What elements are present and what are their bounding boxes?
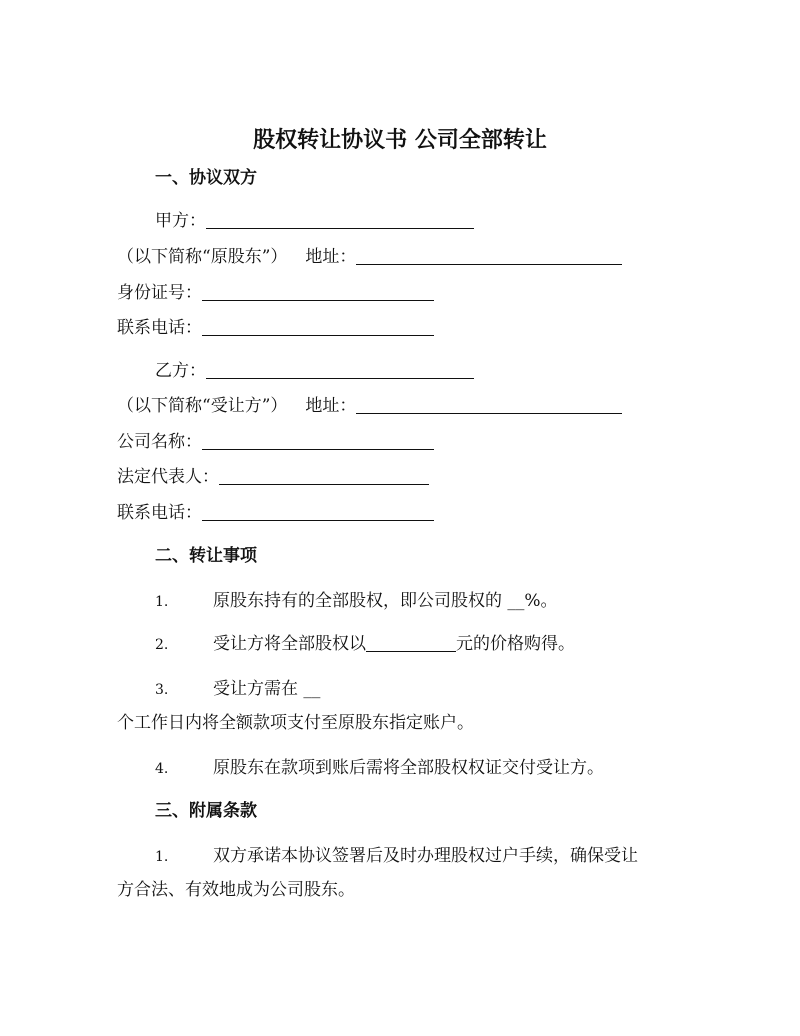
section-3-heading: 三、附属条款 [155,801,257,821]
legal-rep-blank [219,469,429,485]
item-text: %。 [524,591,558,611]
address-label-b: 地址： [305,396,357,416]
document-title: 股权转让协议书 公司全部转让 [253,127,547,153]
address-label-a: 地址： [305,247,357,267]
phone-line-b [117,505,434,522]
item-text: 受让方将全部股权以 [213,634,366,654]
item-number: 4. [155,761,169,777]
item-number: 3. [155,682,169,698]
phone-line-a [117,320,434,337]
party-a-alias: （以下简称“原股东”） [117,247,288,267]
party-a-blank [206,213,474,229]
id-line [117,285,434,302]
item-number: 1. [155,594,169,610]
party-a-label: 甲方： [155,211,206,231]
id-blank [202,285,434,301]
transfer-item-1 [213,593,558,610]
party-b-alias: （以下简称“受让方”） [117,396,288,416]
item-text: 元的价格购得。 [456,634,575,654]
item-number: 1. [155,849,169,865]
legal-rep-label: 法定代表人： [117,467,219,487]
party-b-blank [206,363,474,379]
price-blank [366,636,456,652]
item-text: 原股东持有的全部股权，即公司股权的 [213,591,508,611]
company-line [117,434,434,451]
address-blank-a [356,249,622,265]
transfer-item-3-continued: 个工作日内将全额款项支付至原股东指定账户。 [117,713,474,733]
phone-blank-b [202,505,434,521]
phone-label-b: 联系电话： [117,503,202,523]
percent-blank: __ [507,591,525,611]
party-a-address-line [117,249,622,266]
transfer-item-2 [213,636,575,653]
phone-label-a: 联系电话： [117,318,202,338]
clause-1-line-2: 方合法、有效地成为公司股东。 [117,880,355,900]
address-blank-b [356,398,622,414]
party-b-address-line [117,398,622,415]
company-blank [202,434,434,450]
clause-1-line-1: 双方承诺本协议签署后及时办理股权过户手续，确保受让 [213,846,638,866]
section-1-heading: 一、协议双方 [155,168,257,188]
item-text: 受让方需在 [213,679,304,699]
item-number: 2. [155,637,169,653]
legal-rep-line [117,469,429,486]
section-2-heading: 二、转让事项 [155,546,257,566]
phone-blank-a [202,320,434,336]
party-b-line [155,363,474,380]
party-b-label: 乙方： [155,361,206,381]
transfer-item-4: 原股东在款项到账后需将全部股权权证交付受让方。 [213,758,604,778]
party-a-line [155,213,474,230]
transfer-item-3 [213,681,320,698]
days-blank: __ [303,679,321,699]
company-label: 公司名称： [117,432,202,452]
id-label: 身份证号： [117,283,202,303]
